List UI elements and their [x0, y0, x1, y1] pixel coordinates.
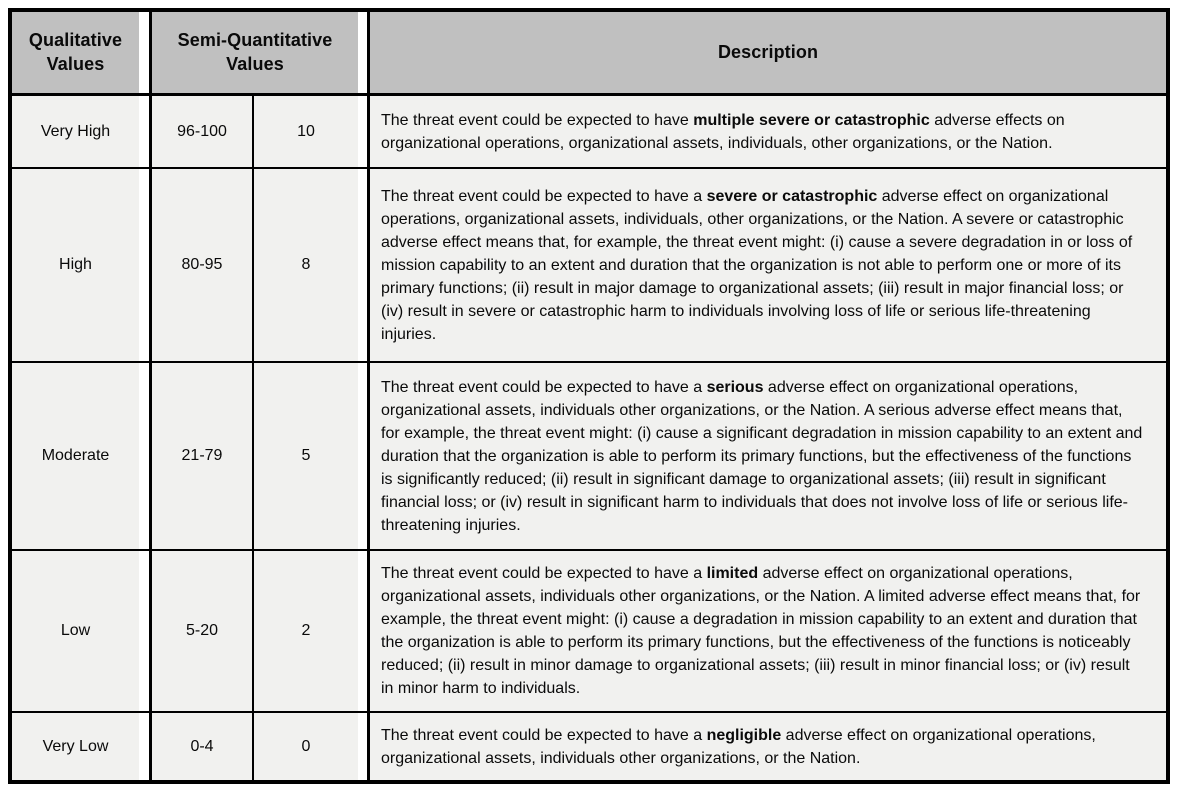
semi-quantitative-score-cell: 5 [254, 363, 358, 551]
semi-quantitative-score-cell: 8 [254, 169, 358, 363]
qualitative-value-cell: Very Low [12, 713, 139, 780]
description-text-pre: The threat event could be expected to have a [381, 187, 707, 205]
description-cell [370, 363, 1166, 551]
description-text-pre: The threat event could be expected to have a [381, 378, 707, 396]
description-text-bold: serious [706, 378, 764, 396]
description-text [381, 562, 1144, 700]
column-gap-divider [139, 363, 152, 551]
description-text-pre: The threat event could be expected to have a [381, 726, 707, 744]
description-text-post: adverse effect on organizational operations, organizational assets, individuals other organizations, or the Nation. [381, 726, 1096, 767]
description-text-post: adverse effects on organizational operations, organizational assets, individuals, other organizations, or the Nation. [381, 111, 1065, 152]
semi-quantitative-range-cell: 0-4 [152, 713, 254, 780]
description-text-post: adverse effect on organizational operations, organizational assets, individuals, other organizations, or the Nation. A severe or catastrophic adverse effect means that, for example, the threat event might: (i) cause a severe degradation in or loss of mission capability to an extent and duration that the organization is not able to perform one or more of its primary functions; (ii) result in major damage to organizational assets; (iii) result in major financial loss; or (iv) result in severe or catastrophic harm to individuals involving loss of life or serious life-threatening injuries. [381, 187, 1133, 343]
description-cell [370, 551, 1166, 713]
header-qualitative-values [12, 12, 139, 96]
description-text-bold: negligible [706, 726, 782, 744]
header-semi-quantitative-values [152, 12, 358, 96]
description-text [381, 185, 1144, 346]
column-gap-divider [358, 96, 370, 169]
impact-scale-table [8, 8, 1170, 784]
qualitative-value-cell: Very High [12, 96, 139, 169]
column-gap-divider [139, 96, 152, 169]
description-text-pre: The threat event could be expected to have a [381, 565, 707, 582]
semi-quantitative-range-cell: 5-20 [152, 551, 254, 713]
qualitative-value-cell: High [12, 169, 139, 363]
description-text-post: adverse effect on organizational operations, organizational assets, individuals other organizations, or the Nation. A serious adverse effect means that, for example, the threat event might: (i) cause a significant degradation in mission capability to an extent and duration that the organization is able to perform its primary functions, but the effectiveness of the functions is significantly reduced; (ii) result in significant damage to organizational assets; (iii) result in significant financial loss; or (iv) result in significant harm to individuals that does not involve loss of life or serious life-threatening injuries. [381, 378, 1143, 534]
column-gap-divider [139, 551, 152, 713]
semi-quantitative-score-cell: 10 [254, 96, 358, 169]
description-cell [370, 169, 1166, 363]
column-gap-divider [139, 713, 152, 780]
column-gap-divider [358, 169, 370, 363]
column-gap-divider [358, 713, 370, 780]
description-cell [370, 713, 1166, 780]
header-description: Description [370, 12, 1166, 96]
semi-quantitative-range-cell: 21-79 [152, 363, 254, 551]
description-text-bold: multiple severe or catastrophic [693, 111, 930, 129]
semi-quantitative-score-cell: 2 [254, 551, 358, 713]
semi-quantitative-range-cell: 96-100 [152, 96, 254, 169]
column-gap-divider [139, 169, 152, 363]
description-text [381, 109, 1144, 155]
description-text-bold: severe or catastrophic [706, 187, 878, 205]
description-text [381, 376, 1144, 537]
description-text-bold: limited [706, 565, 759, 582]
qualitative-value-cell: Moderate [12, 363, 139, 551]
header-qualitative-values-label: Qualitative Values [28, 30, 123, 74]
qualitative-value-cell: Low [12, 551, 139, 713]
column-gap-divider [139, 12, 152, 96]
semi-quantitative-score-cell: 0 [254, 713, 358, 780]
description-text [381, 724, 1144, 770]
semi-quantitative-range-cell: 80-95 [152, 169, 254, 363]
description-text-post: adverse effect on organizational operations, organizational assets, individuals other organizations, or the Nation. A limited adverse effect means that, for example, the threat event might: (i) cause a degradation in mission capability to an extent and duration that the organization is able to perform its primary functions, but the effectiveness of the functions is noticeably reduced; (ii) result in minor damage to organizational assets; (iii) result in minor financial loss; or (iv) result in minor harm to individuals. [381, 565, 1141, 697]
column-gap-divider [358, 551, 370, 713]
description-text-pre: The threat event could be expected to have [381, 111, 694, 129]
column-gap-divider [358, 363, 370, 551]
column-gap-divider [358, 12, 370, 96]
description-cell [370, 96, 1166, 169]
header-semi-quantitative-values-label: Semi-Quantitative Values [177, 30, 333, 74]
